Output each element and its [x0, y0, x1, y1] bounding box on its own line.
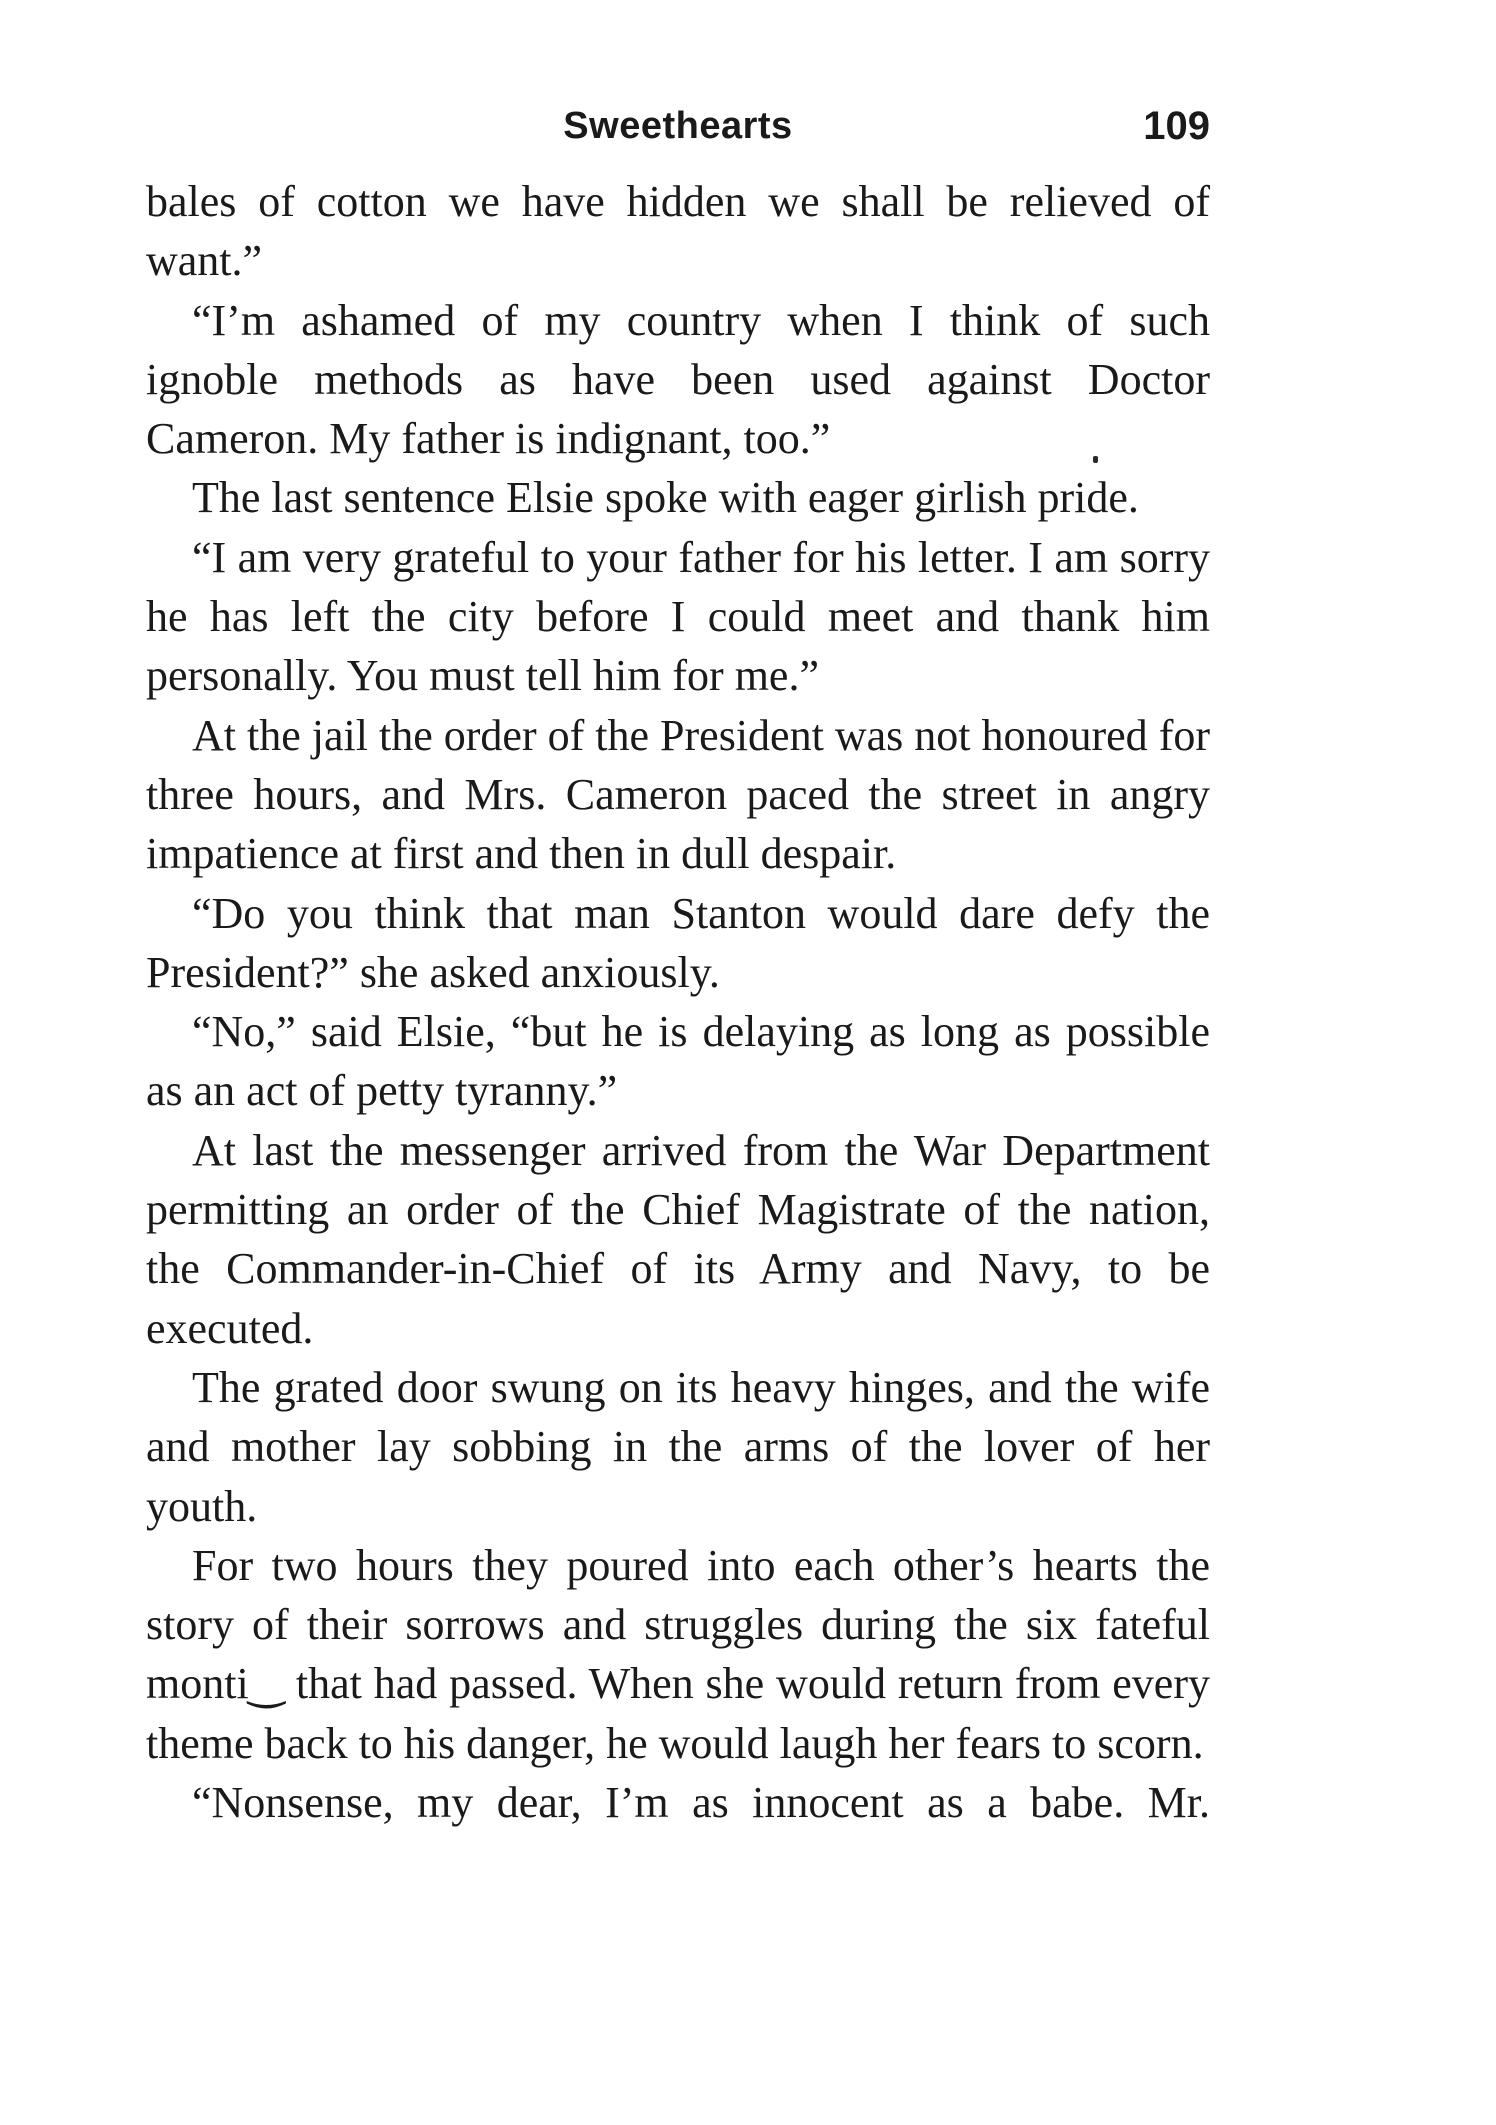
- paragraph: “Do you think that man Stanton would dare defy the President?” she asked anxiously.: [146, 888, 1210, 997]
- paragraph: At the jail the order of the President was not honoured for three hours, and Mrs. Cameron paced the street in angry impatience at first and then in dull despair.: [146, 710, 1210, 879]
- paragraph: “Nonsense, my dear, I’m as innocent as a babe. Mr.: [192, 1778, 1210, 1828]
- paragraph: For two hours they poured into each other’s hearts the story of their sorrows and struggles during the six fateful monti‿ that had passed. When she would return from every theme back to his danger, he would laugh her fears to scorn.: [146, 1540, 1210, 1768]
- paragraph: The last sentence Elsie spoke with eager girlish pride.: [192, 473, 1139, 523]
- page-number: 109: [1143, 104, 1210, 148]
- paragraph: “I am very grateful to your father for his letter. I am sorry he has left the city before I could meet and thank him personally. You must tell him for me.”: [146, 532, 1210, 701]
- running-title: Sweethearts: [563, 105, 793, 147]
- paragraph: bales of cotton we have hidden we shall be relieved of want.”: [146, 177, 1210, 286]
- paragraph: The grated door swung on its heavy hinges, and the wife and mother lay sobbing in the arms of the lover of her youth.: [146, 1362, 1210, 1531]
- paragraph: “No,” said Elsie, “but he is delaying as long as possible as an act of petty tyranny.”: [146, 1007, 1210, 1116]
- body-text: [146, 172, 1210, 1832]
- page-header: [146, 96, 1210, 156]
- ink-speck: [1093, 456, 1098, 463]
- paragraph: “I’m ashamed of my country when I think of such ignoble methods as have been used against Doctor Cameron. My father is indignant, too.”: [146, 295, 1210, 464]
- paragraph: At last the messenger arrived from the War Department permitting an order of the Chief Magistrate of the nation, the Commander-in-Chief of its Army and Navy, to be executed.: [146, 1125, 1210, 1353]
